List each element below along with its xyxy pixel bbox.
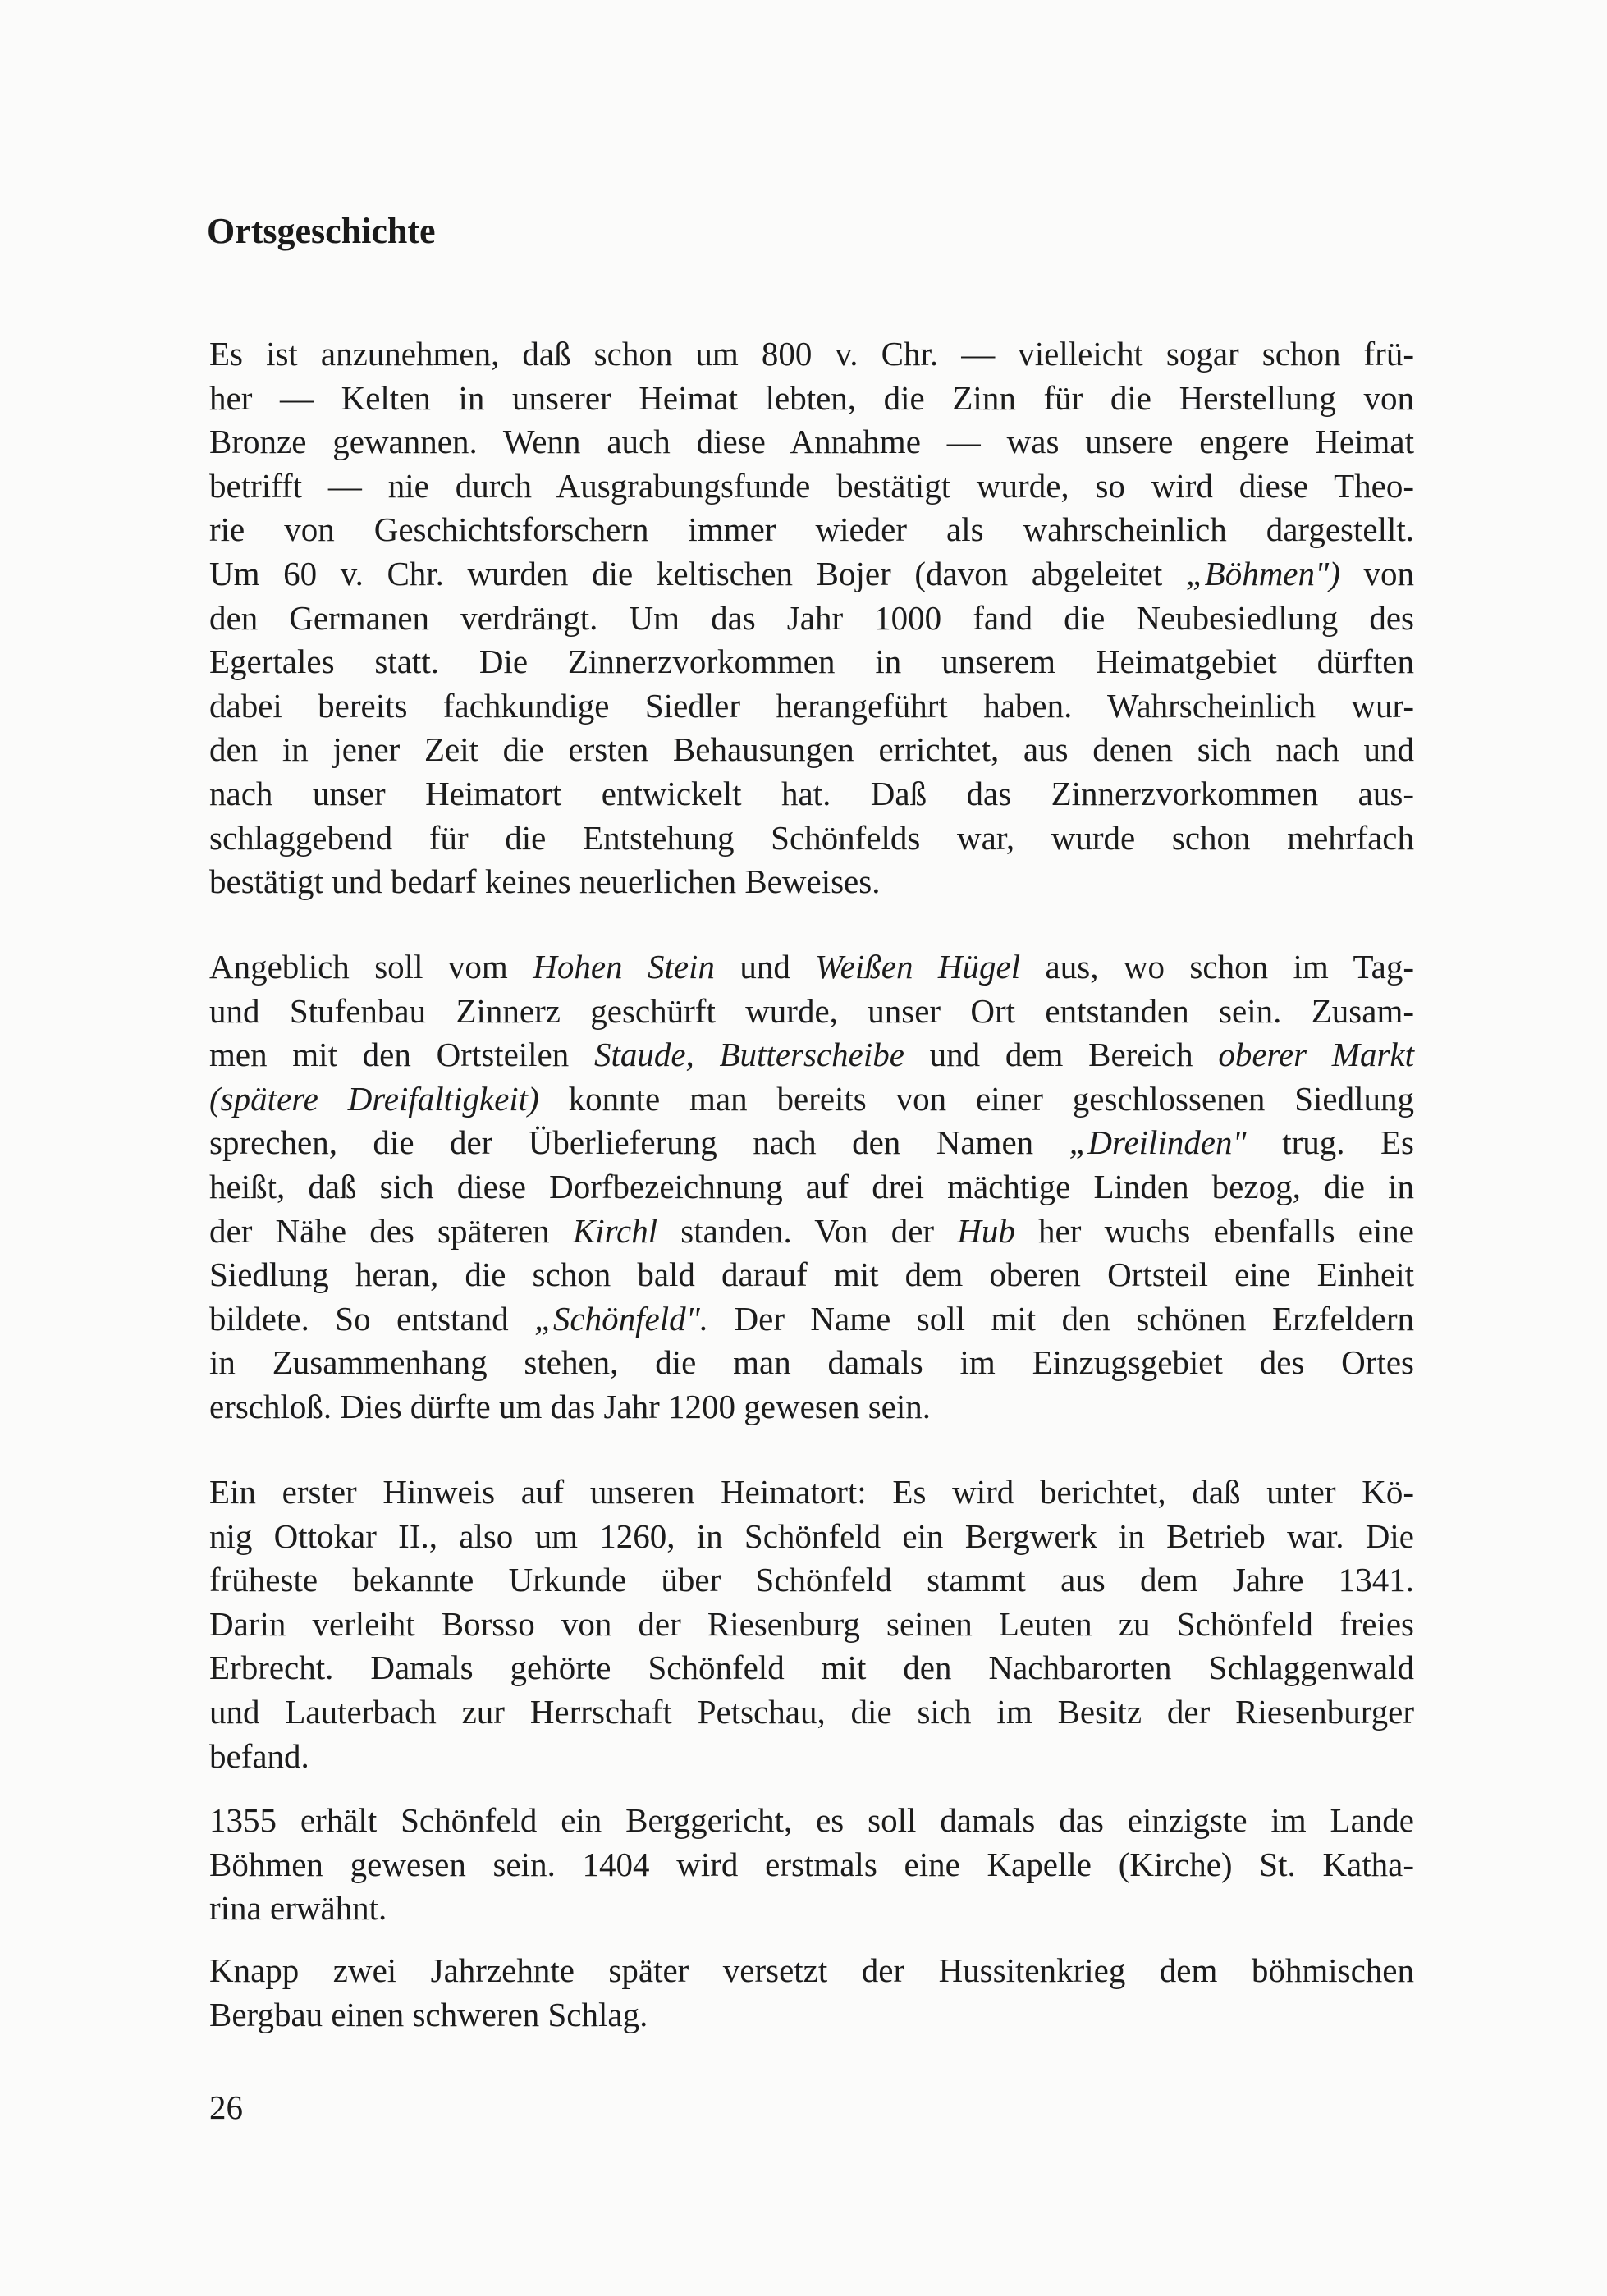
text-segment: aus, wo schon im Tag- — [1020, 948, 1414, 986]
text-line — [209, 860, 1414, 904]
text-segment: und dem Bereich — [904, 1036, 1219, 1074]
text-segment: heißt, daß sich diese Dorfbezeichnung auf drei mächtige Linden bezog, die in — [209, 1167, 1414, 1205]
text-line — [209, 420, 1414, 464]
text-segment: schlaggebend für die Entstehung Schönfelds war, wurde schon mehrfach — [209, 818, 1414, 857]
text-segment: Siedlung heran, die schon bald darauf mit dem oberen Ortsteil eine Einheit — [209, 1255, 1414, 1294]
text-line — [209, 1121, 1414, 1165]
text-segment: Angeblich soll vom — [209, 948, 533, 986]
text-segment: rie von Geschichtsforschern immer wieder als wahrscheinlich dargestellt. — [209, 510, 1414, 549]
text-segment: her wuchs ebenfalls eine — [1014, 1211, 1414, 1250]
text-segment: Erbrecht. Damals gehörte Schönfeld mit den Nachbarorten Schlaggenwald — [209, 1649, 1414, 1687]
text-segment: früheste bekannte Urkunde über Schönfeld stammt aus dem Jahre 1341. — [209, 1561, 1414, 1599]
italic-text: (spätere Dreifaltigkeit) — [209, 1079, 539, 1118]
text-segment: und Stufenbau Zinnerz geschürft wurde, unser Ort entstanden sein. Zusam- — [209, 991, 1414, 1030]
text-line — [209, 1297, 1414, 1342]
text-line — [209, 684, 1414, 729]
text-segment: standen. Von der — [657, 1211, 958, 1250]
text-line — [209, 990, 1414, 1034]
page-number: 26 — [209, 2088, 243, 2126]
text-segment: 1355 erhält Schönfeld ein Berggericht, es soll damals das einzigste im Lande — [209, 1801, 1414, 1839]
text-segment: Darin verleiht Borsso von der Riesenburg seinen Leuten zu Schönfeld freies — [209, 1604, 1414, 1643]
text-segment: konnte man bereits von einer geschlossenen Siedlung — [538, 1079, 1414, 1118]
text-segment: Knapp zwei Jahrzehnte später versetzt der Hussitenkrieg dem böhmischen — [209, 1951, 1414, 1989]
text-segment: Der Name soll mit den schönen Erzfeldern — [708, 1299, 1414, 1338]
text-line — [209, 772, 1414, 816]
text-segment: trug. Es — [1246, 1123, 1415, 1162]
text-line — [209, 945, 1414, 990]
text-line — [209, 816, 1414, 861]
text-segment: und Lauterbach zur Herrschaft Petschau, die sich im Besitz der Riesenburger — [209, 1692, 1414, 1731]
text-line — [209, 1558, 1414, 1603]
text-segment: den in jener Zeit die ersten Behausungen errichtet, aus denen sich nach und — [209, 730, 1414, 769]
italic-text: Staude, Butterscheibe — [593, 1036, 904, 1074]
text-segment: Es ist anzunehmen, daß schon um 800 v. Chr. — vielleicht sogar schon frü- — [209, 335, 1414, 373]
section-heading: Ortsgeschichte — [207, 211, 436, 251]
text-segment: von — [1339, 554, 1414, 592]
text-segment: Egertales statt. Die Zinnerzvorkommen in unserem Heimatgebiet dürften — [209, 643, 1414, 681]
text-line — [209, 1341, 1414, 1385]
text-line — [209, 1887, 1414, 1931]
text-segment: men mit den Ortsteilen — [209, 1036, 594, 1074]
text-line — [209, 1385, 1414, 1429]
text-line — [209, 1515, 1414, 1559]
text-segment: Um 60 v. Chr. wurden die keltischen Bojer (davon abgeleitet — [209, 554, 1186, 592]
text-segment: in Zusammenhang stehen, die man damals im Einzugsgebiet des Ortes — [209, 1343, 1414, 1382]
text-line — [209, 1470, 1414, 1515]
text-segment: sprechen, die der Überlieferung nach den Namen — [209, 1123, 1069, 1162]
text-line — [209, 728, 1414, 772]
text-line — [209, 1033, 1414, 1077]
italic-text: Kirchl — [572, 1211, 658, 1250]
text-segment: den Germanen verdrängt. Um das Jahr 1000 fand die Neubesiedlung des — [209, 598, 1414, 637]
text-line — [209, 1165, 1414, 1210]
text-segment: erschloß. Dies dürfte um das Jahr 1200 gewesen sein. — [209, 1387, 931, 1425]
text-segment: befand. — [209, 1736, 309, 1775]
text-line — [209, 1690, 1414, 1735]
text-segment: Ein erster Hinweis auf unseren Heimatort: Es wird berichtet, daß unter Kö- — [209, 1473, 1414, 1511]
text-line — [209, 1843, 1414, 1887]
text-line — [209, 332, 1414, 377]
text-segment: dabei bereits fachkundige Siedler herangeführt haben. Wahrscheinlich wur- — [209, 686, 1414, 725]
text-segment: Bronze gewannen. Wenn auch diese Annahme — was unsere engere Heimat — [209, 423, 1414, 461]
text-segment: und — [714, 948, 816, 986]
paragraph — [209, 1470, 1414, 1778]
italic-text: Hohen Stein — [533, 948, 715, 986]
text-segment: rina erwähnt. — [209, 1889, 387, 1928]
text-line — [209, 1210, 1414, 1254]
italic-text: Weißen Hügel — [815, 948, 1021, 986]
text-line — [209, 1993, 1414, 2038]
text-segment: her — Kelten in unserer Heimat lebten, die Zinn für die Herstellung von — [209, 378, 1414, 417]
text-line — [209, 1603, 1414, 1647]
text-line — [209, 1949, 1414, 1993]
paragraph — [209, 332, 1414, 904]
text-segment: Bergbau einen schweren Schlag. — [209, 1995, 648, 2033]
text-line — [209, 1735, 1414, 1779]
text-segment: bildete. So entstand — [209, 1299, 535, 1338]
text-segment: Böhmen gewesen sein. 1404 wird erstmals eine Kapelle (Kirche) St. Katha- — [209, 1845, 1414, 1883]
italic-text: „Böhmen") — [1185, 554, 1340, 592]
text-line — [209, 640, 1414, 684]
text-line — [209, 508, 1414, 552]
italic-text: „Dreilinden" — [1069, 1123, 1247, 1162]
text-line — [209, 1253, 1414, 1297]
italic-text: Hub — [957, 1211, 1015, 1250]
paragraph — [209, 1799, 1414, 1931]
text-segment: betrifft — nie durch Ausgrabungsfunde bestätigt wurde, so wird diese Theo- — [209, 466, 1414, 505]
text-line — [209, 1799, 1414, 1843]
text-line — [209, 1646, 1414, 1690]
text-line — [209, 597, 1414, 641]
paragraph — [209, 945, 1414, 1429]
text-line — [209, 1077, 1414, 1122]
italic-text: oberer Markt — [1218, 1036, 1414, 1074]
text-line — [209, 464, 1414, 509]
text-segment: nach unser Heimatort entwickelt hat. Daß das Zinnerzvorkommen aus- — [209, 774, 1414, 812]
text-segment: bestätigt und bedarf keines neuerlichen Beweises. — [209, 862, 881, 901]
italic-text: „Schönfeld". — [534, 1299, 709, 1338]
paragraph — [209, 1949, 1414, 2037]
text-line — [209, 377, 1414, 421]
text-line — [209, 552, 1414, 597]
text-segment: der Nähe des späteren — [209, 1211, 573, 1250]
text-segment: nig Ottokar II., also um 1260, in Schönfeld ein Bergwerk in Betrieb war. Die — [209, 1516, 1414, 1555]
